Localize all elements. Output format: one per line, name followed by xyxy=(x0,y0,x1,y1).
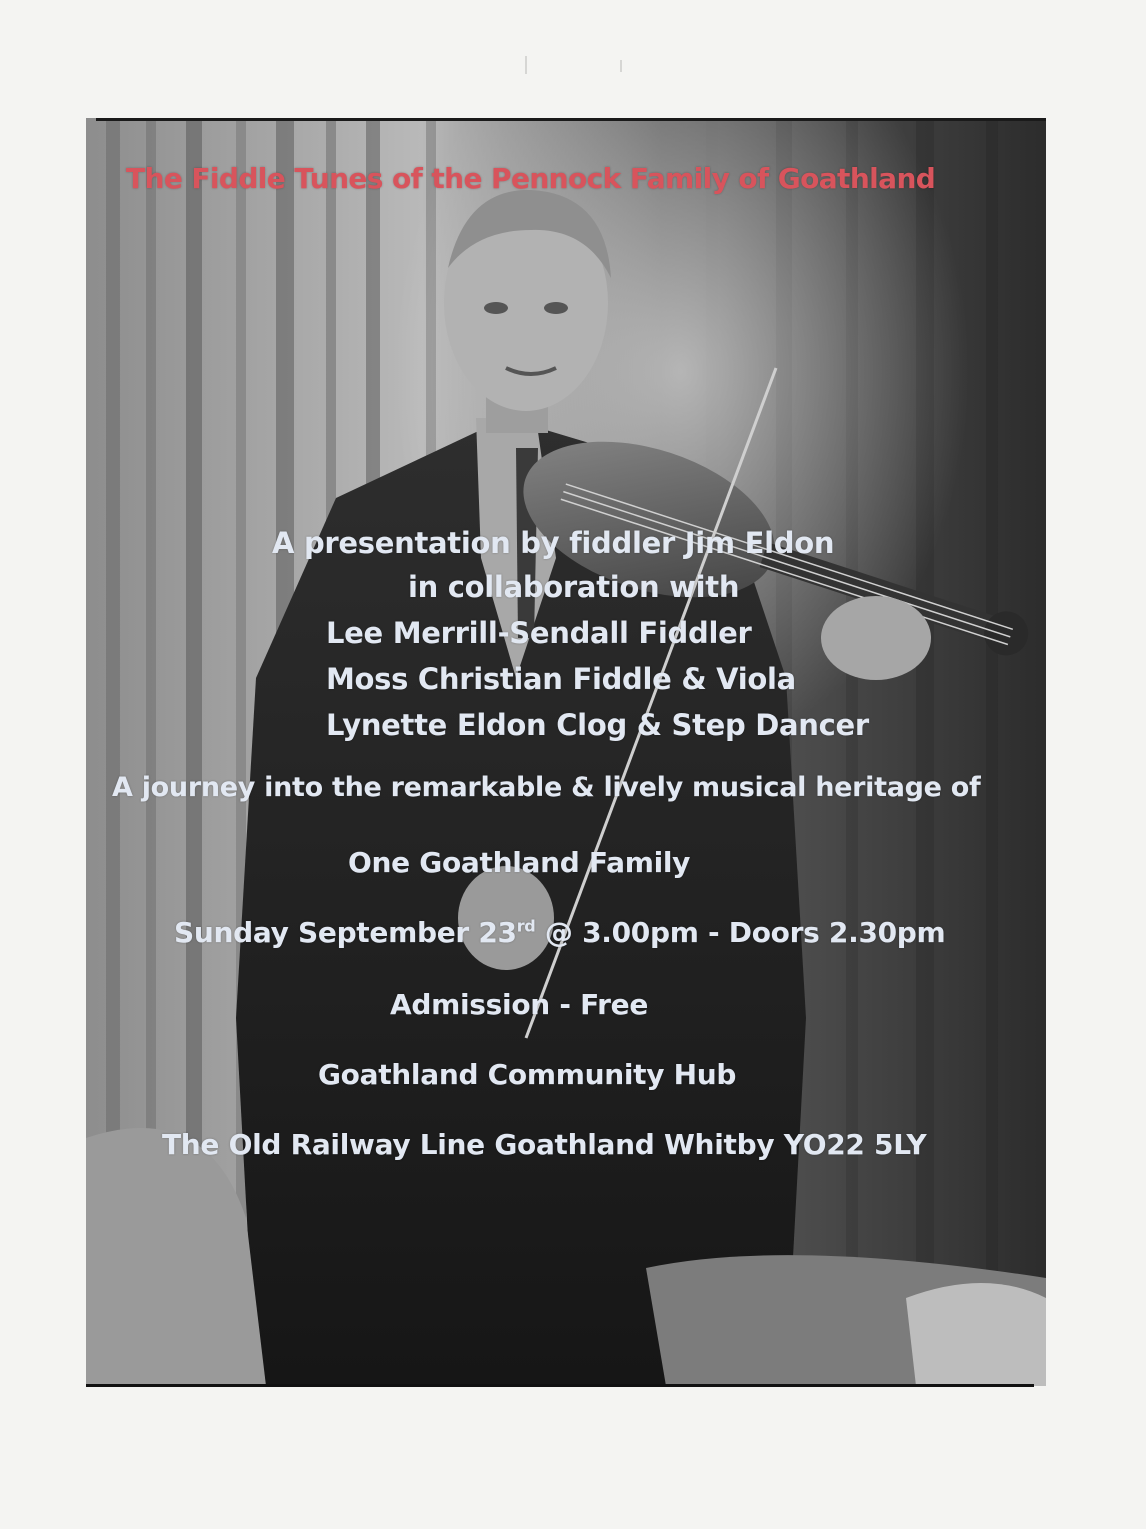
poster-border-top xyxy=(96,118,1046,121)
event-date-suffix: rd xyxy=(516,916,536,936)
event-date-time: @ 3.00pm - Doors 2.30pm xyxy=(544,916,946,949)
performer-3: Lynette Eldon Clog & Step Dancer xyxy=(326,708,869,742)
poster-title: The Fiddle Tunes of the Pennock Family of Goathland xyxy=(126,162,936,195)
venue-text: Goathland Community Hub xyxy=(318,1058,737,1091)
journey-text: A journey into the remarkable & lively musical heritage of xyxy=(112,772,981,803)
performer-1: Lee Merrill-Sendall Fiddler xyxy=(326,616,752,650)
poster xyxy=(86,118,1046,1386)
scan-mark xyxy=(525,56,527,74)
presentation-collab: in collaboration with xyxy=(408,570,740,604)
poster-text xyxy=(86,118,1046,1386)
scan-mark xyxy=(620,60,622,72)
presentation-intro: A presentation by fiddler Jim Eldon xyxy=(272,526,835,560)
address-text: The Old Railway Line Goathland Whitby YO22 5LY xyxy=(162,1128,927,1161)
performer-2: Moss Christian Fiddle & Viola xyxy=(326,662,796,696)
event-date-main: Sunday September 23 xyxy=(174,916,517,949)
event-date xyxy=(174,916,945,949)
poster-border-bottom xyxy=(86,1384,1034,1387)
admission-text: Admission - Free xyxy=(390,988,649,1021)
family-text: One Goathland Family xyxy=(348,846,691,879)
